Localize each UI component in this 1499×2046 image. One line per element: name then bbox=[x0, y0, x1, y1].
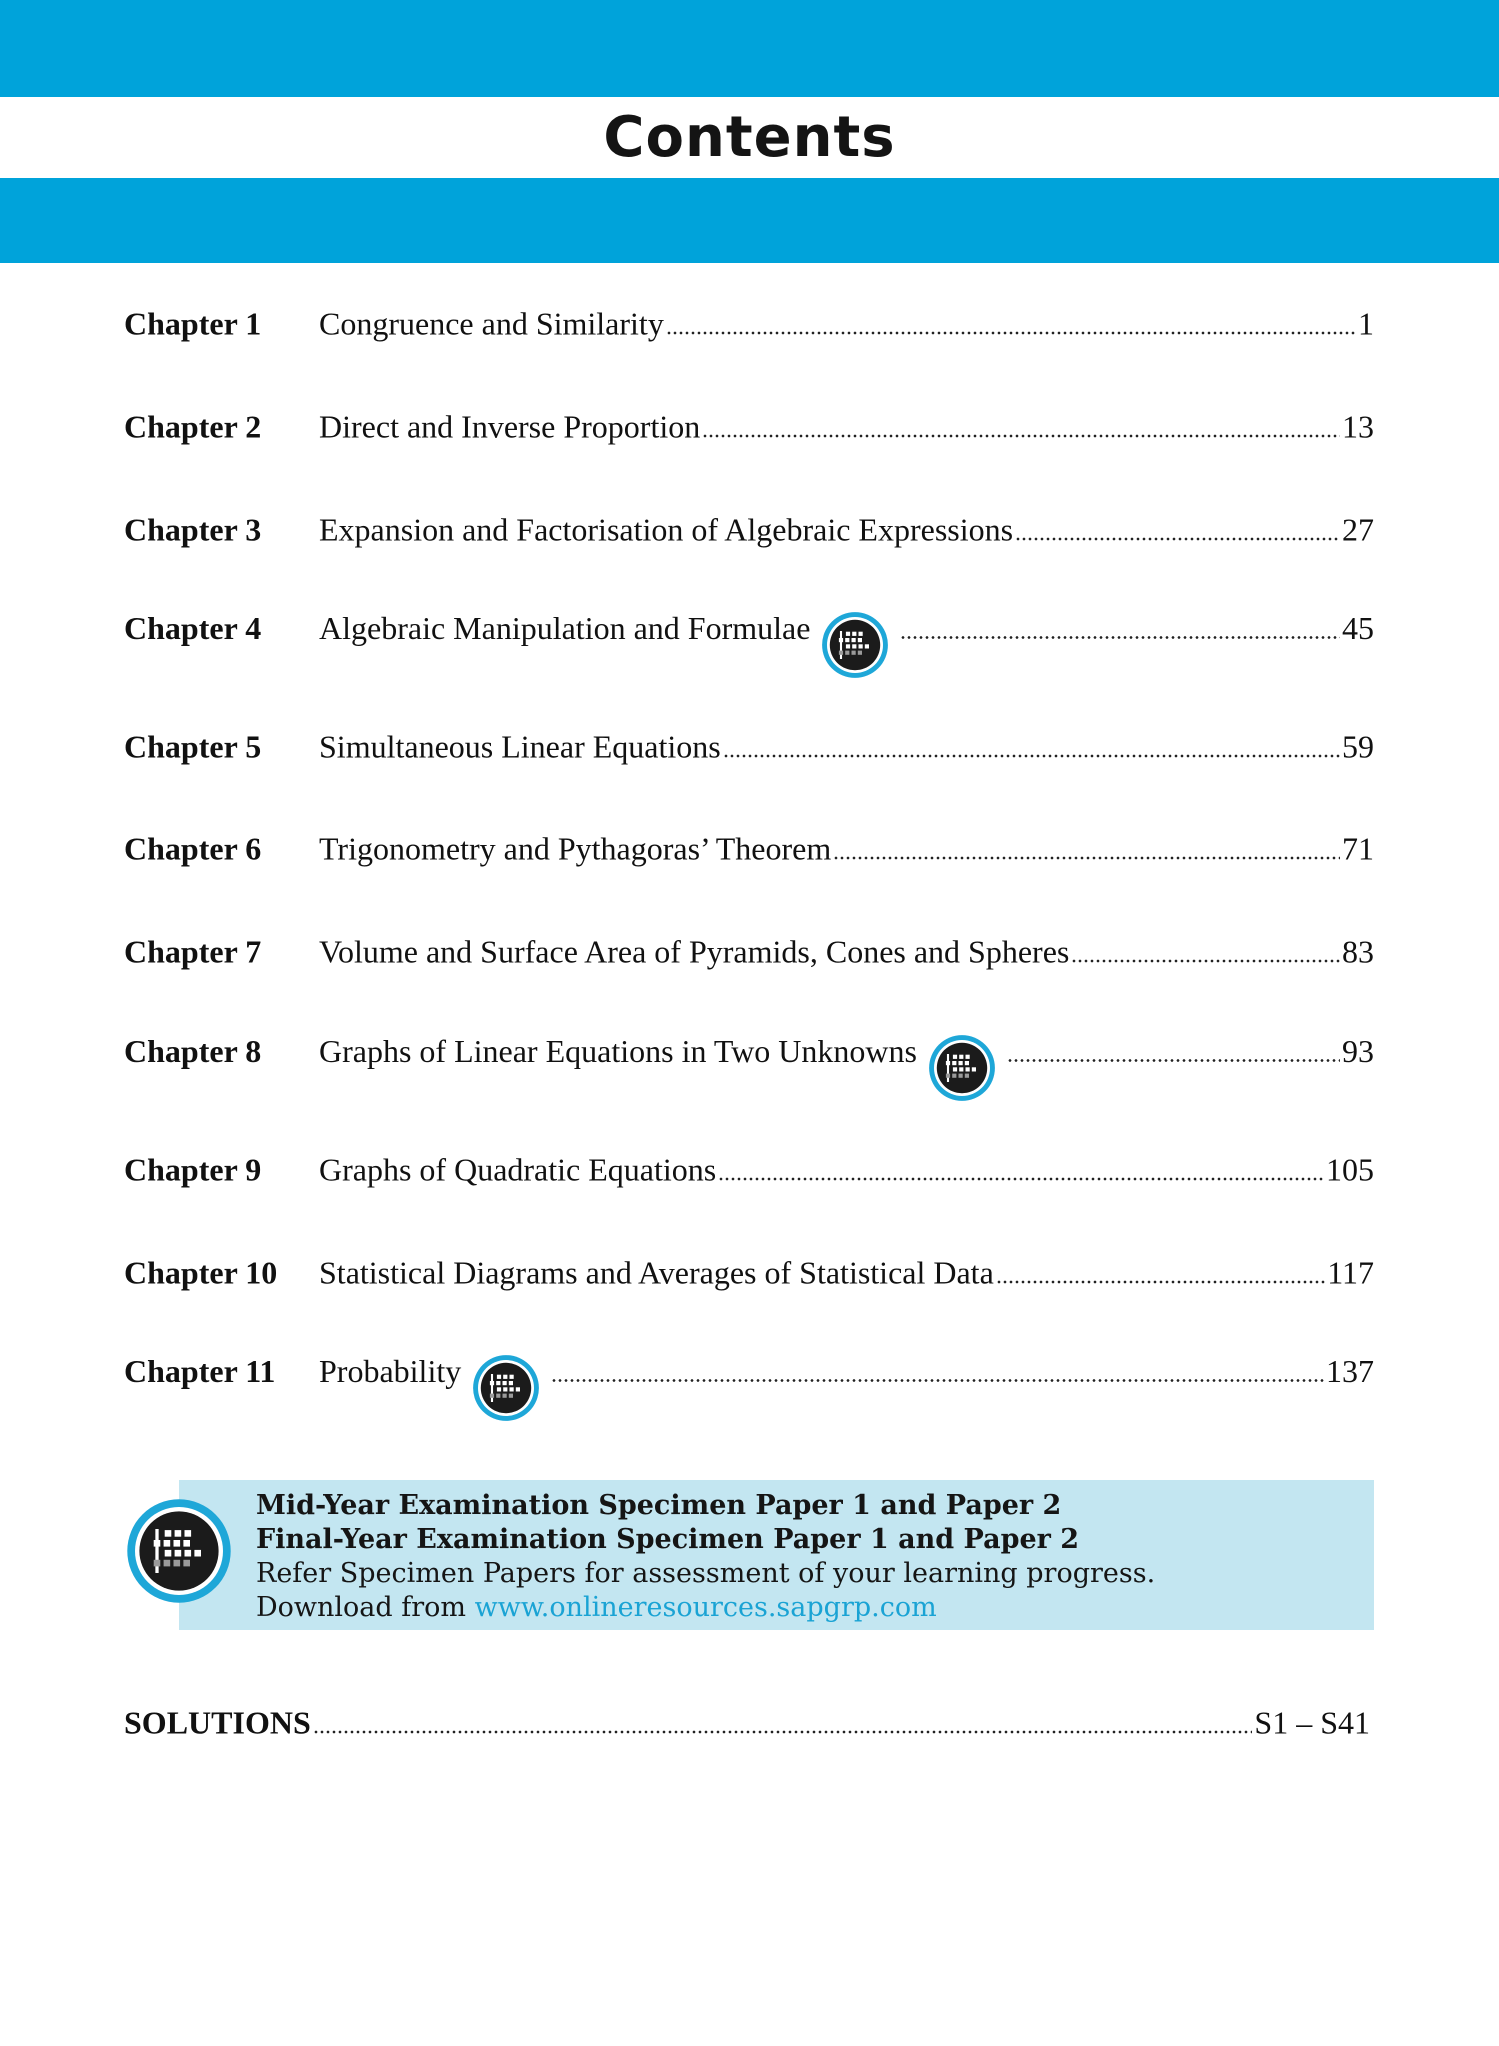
solutions-label: SOLUTIONS bbox=[124, 1704, 311, 1741]
download-prefix: Download from bbox=[256, 1592, 467, 1623]
specimen-line-download bbox=[256, 1591, 1155, 1625]
specimen-line-mid-year: Mid-Year Examination Specimen Paper 1 and Paper 2 bbox=[256, 1490, 1062, 1521]
solutions-row[interactable] bbox=[124, 1705, 1370, 1742]
page-title: Contents bbox=[603, 105, 896, 170]
dot-leader bbox=[1071, 960, 1340, 963]
toc-row-chapter-1[interactable] bbox=[124, 306, 1374, 343]
chapter-title: Volume and Surface Area of Pyramids, Cones and Spheres bbox=[319, 933, 1070, 970]
chapter-page-number: 27 bbox=[1342, 511, 1374, 548]
specimen-info-text bbox=[256, 1489, 1155, 1625]
chapter-title: Graphs of Linear Equations in Two Unknowns bbox=[319, 1033, 917, 1069]
chapter-page-number: 105 bbox=[1326, 1151, 1374, 1188]
chapter-label: Chapter 6 bbox=[124, 830, 262, 867]
chapter-label: Chapter 5 bbox=[124, 728, 262, 765]
dot-leader bbox=[702, 435, 1340, 438]
chapter-title: Direct and Inverse Proportion bbox=[319, 408, 701, 445]
online-resources-link[interactable]: www.onlineresources.sapgrp.com bbox=[474, 1592, 937, 1623]
toc-row-chapter-2[interactable] bbox=[124, 409, 1374, 446]
toc-row-chapter-8[interactable] bbox=[124, 1033, 1374, 1103]
dot-leader bbox=[718, 1178, 1324, 1181]
chapter-page-number: 117 bbox=[1327, 1254, 1374, 1291]
dot-leader bbox=[313, 1731, 1253, 1734]
online-resource-icon[interactable] bbox=[820, 610, 890, 680]
chapter-title: Simultaneous Linear Equations bbox=[319, 728, 721, 765]
dot-leader bbox=[1007, 1059, 1340, 1062]
chapter-label: Chapter 9 bbox=[124, 1151, 262, 1188]
chapter-label: Chapter 8 bbox=[124, 1033, 262, 1069]
chapter-title: Expansion and Factorisation of Algebraic Expressions bbox=[319, 511, 1014, 548]
chapter-title: Trigonometry and Pythagoras’ Theorem bbox=[319, 830, 832, 867]
chapter-label: Chapter 7 bbox=[124, 933, 262, 970]
toc-row-chapter-4[interactable] bbox=[124, 610, 1374, 680]
chapter-page-number: 71 bbox=[1342, 830, 1374, 867]
specimen-line-final-year: Final-Year Examination Specimen Paper 1 and Paper 2 bbox=[256, 1524, 1080, 1555]
chapter-title: Statistical Diagrams and Averages of Statistical Data bbox=[319, 1254, 994, 1291]
toc-row-chapter-11[interactable] bbox=[124, 1353, 1374, 1423]
chapter-page-number: 13 bbox=[1342, 408, 1374, 445]
chapter-label: Chapter 3 bbox=[124, 511, 262, 548]
chapter-page-number: 45 bbox=[1342, 610, 1374, 646]
toc-row-chapter-6[interactable] bbox=[124, 831, 1374, 868]
chapter-label: Chapter 11 bbox=[124, 1353, 276, 1389]
online-resource-icon bbox=[124, 1496, 234, 1606]
dot-leader bbox=[833, 857, 1340, 860]
dot-leader bbox=[996, 1281, 1325, 1284]
toc-row-chapter-10[interactable] bbox=[124, 1255, 1374, 1292]
toc-row-chapter-3[interactable] bbox=[124, 512, 1374, 549]
header-band-bottom bbox=[0, 178, 1499, 263]
dot-leader bbox=[666, 332, 1356, 335]
header-band-top bbox=[0, 0, 1499, 97]
chapter-label: Chapter 1 bbox=[124, 305, 262, 342]
dot-leader bbox=[1015, 538, 1340, 541]
toc-row-chapter-9[interactable] bbox=[124, 1152, 1374, 1189]
chapter-page-number: 1 bbox=[1358, 305, 1374, 342]
toc-row-chapter-5[interactable] bbox=[124, 729, 1374, 766]
dot-leader bbox=[900, 636, 1340, 639]
dot-leader bbox=[551, 1379, 1324, 1382]
chapter-page-number: 137 bbox=[1326, 1353, 1374, 1389]
toc-row-chapter-7[interactable] bbox=[124, 934, 1374, 971]
solutions-pages: S1 – S41 bbox=[1254, 1704, 1370, 1741]
chapter-title: Graphs of Quadratic Equations bbox=[319, 1151, 717, 1188]
chapter-title: Algebraic Manipulation and Formulae bbox=[319, 610, 811, 646]
chapter-page-number: 83 bbox=[1342, 933, 1374, 970]
chapter-title: Probability bbox=[319, 1353, 462, 1389]
chapter-label: Chapter 4 bbox=[124, 610, 262, 646]
online-resource-icon[interactable] bbox=[927, 1033, 997, 1103]
specimen-line-refer: Refer Specimen Papers for assessment of your learning progress. bbox=[256, 1558, 1156, 1589]
chapter-label: Chapter 10 bbox=[124, 1254, 278, 1291]
chapter-label: Chapter 2 bbox=[124, 408, 262, 445]
chapter-title: Congruence and Similarity bbox=[319, 305, 664, 342]
chapter-page-number: 59 bbox=[1342, 728, 1374, 765]
dot-leader bbox=[723, 755, 1340, 758]
online-resource-icon[interactable] bbox=[471, 1353, 541, 1423]
chapter-page-number: 93 bbox=[1342, 1033, 1374, 1069]
